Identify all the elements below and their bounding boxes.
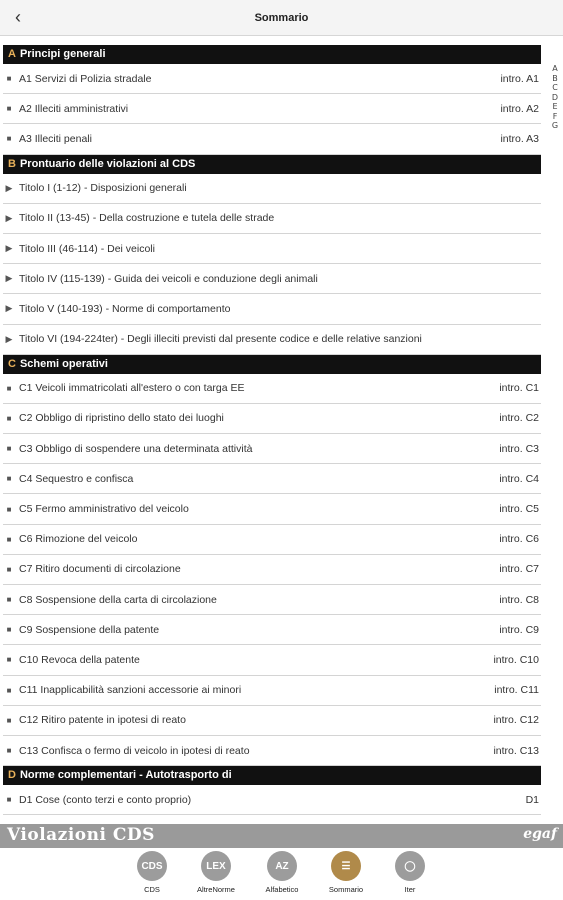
list-item[interactable]: [3, 234, 541, 264]
list-item-label: A3 Illeciti penali: [19, 132, 92, 145]
chevron-left-icon[interactable]: ‹: [15, 7, 21, 27]
intro-link[interactable]: intro. A1: [500, 72, 539, 85]
list-item[interactable]: [3, 325, 541, 355]
section-title: Prontuario delle violazioni al CDS: [19, 157, 196, 170]
list-item-label: C3 Obbligo di sospendere una determinata attività: [19, 442, 253, 455]
list-item[interactable]: [3, 174, 541, 204]
cds-icon: CDS: [137, 851, 167, 881]
intro-link[interactable]: intro. A2: [500, 102, 539, 115]
square-bullet-icon: ■: [6, 104, 12, 114]
section-header-b: [3, 155, 541, 174]
tab-label: Sommario: [328, 885, 364, 894]
list-item[interactable]: [3, 264, 541, 294]
brand-bar: [0, 824, 563, 848]
alpha-index-a[interactable]: A: [552, 64, 558, 73]
alpha-index-f[interactable]: F: [552, 111, 558, 121]
intro-link[interactable]: intro. C8: [499, 593, 539, 606]
list-item-label: Titolo V (140-193) - Norme di comportamento: [19, 302, 231, 315]
square-bullet-icon: ■: [6, 444, 12, 454]
intro-link[interactable]: intro. C9: [499, 623, 539, 636]
section-title: Norme complementari - Autotrasporto di: [19, 769, 232, 782]
intro-link[interactable]: intro. C11: [494, 684, 539, 697]
section-letter: C: [8, 357, 16, 370]
alpha-index-c[interactable]: C: [552, 83, 558, 92]
az-icon: AZ: [267, 851, 297, 881]
list-item-label: C9 Sospensione della patente: [19, 623, 160, 636]
square-bullet-icon: ■: [6, 474, 12, 484]
intro-link[interactable]: intro. C5: [499, 503, 539, 516]
square-bullet-icon: ■: [6, 504, 12, 514]
list-item-label: C5 Fermo amministrativo del veicolo: [19, 503, 189, 516]
intro-link[interactable]: intro. C10: [493, 653, 539, 666]
intro-link[interactable]: D1: [525, 793, 539, 806]
list-item[interactable]: [3, 525, 541, 555]
list-item-label: C13 Confisca o fermo di veicolo in ipotesi di reato: [19, 744, 250, 757]
section-header-c: [3, 355, 541, 374]
intro-link[interactable]: intro. C12: [493, 714, 539, 727]
tab-cds[interactable]: [122, 851, 182, 899]
list-item-label: Titolo III (46-114) - Dei veicoli: [19, 242, 155, 255]
square-bullet-icon: ■: [6, 564, 12, 574]
expand-triangle-icon: ▶: [5, 243, 13, 254]
expand-triangle-icon: ▶: [5, 333, 13, 344]
section-letter: B: [8, 157, 16, 170]
iter-icon: ◯: [395, 851, 425, 881]
list-item[interactable]: [3, 124, 541, 154]
list-item[interactable]: [3, 615, 541, 645]
list-item[interactable]: [3, 434, 541, 464]
list-item-label: C2 Obbligo di ripristino dello stato dei luoghi: [19, 412, 224, 425]
intro-link[interactable]: intro. C13: [493, 744, 539, 757]
app-name: Violazioni CDS: [7, 825, 155, 845]
lex-icon: LEX: [201, 851, 231, 881]
tab-label: Alfabetico: [265, 885, 299, 894]
intro-link[interactable]: intro. C6: [499, 533, 539, 546]
egaf-logo: egaf: [523, 826, 557, 842]
tab-label: Iter: [404, 885, 416, 894]
list-item[interactable]: [3, 645, 541, 675]
intro-link[interactable]: intro. C3: [499, 442, 539, 455]
list-item[interactable]: [3, 676, 541, 706]
square-bullet-icon: ■: [6, 134, 12, 144]
square-bullet-icon: ■: [6, 746, 12, 756]
list-item[interactable]: [3, 736, 541, 766]
expand-triangle-icon: ▶: [5, 303, 13, 314]
list-item-label: A1 Servizi di Polizia stradale: [19, 72, 152, 85]
alphabet-index: [549, 64, 561, 131]
list-item[interactable]: [3, 404, 541, 434]
page-title: Sommario: [254, 12, 309, 24]
list-item-label: Titolo IV (115-139) - Guida dei veicoli e conduzione degli animali: [19, 272, 318, 285]
list-item-label: C7 Ritiro documenti di circolazione: [19, 563, 181, 576]
list-item-label: C4 Sequestro e confisca: [19, 472, 134, 485]
square-bullet-icon: ■: [6, 74, 12, 84]
alpha-index-e[interactable]: E: [552, 102, 558, 111]
list-item-label: C11 Inapplicabilità sanzioni accessorie ai minori: [19, 684, 242, 697]
tab-label: CDS: [144, 885, 160, 894]
intro-link[interactable]: intro. C2: [499, 412, 539, 425]
square-bullet-icon: ■: [6, 655, 12, 665]
section-header-a: [3, 45, 541, 64]
tab-iter[interactable]: [380, 851, 440, 899]
expand-triangle-icon: ▶: [5, 273, 13, 284]
tab-label: AltreNorme: [197, 885, 235, 894]
tab-sommario[interactable]: [316, 851, 376, 899]
list-item-label: C10 Revoca della patente: [19, 653, 140, 666]
list-item-label: C8 Sospensione della carta di circolazione: [19, 593, 217, 606]
intro-link[interactable]: intro. C1: [499, 382, 539, 395]
section-letter: A: [8, 48, 16, 60]
list-item[interactable]: [3, 64, 541, 94]
expand-triangle-icon: ▶: [5, 182, 13, 193]
list-item-label: Titolo VI (194-224ter) - Degli illeciti previsti dal presente codice e delle relative sanzioni: [19, 333, 422, 346]
list-item[interactable]: [3, 785, 541, 815]
square-bullet-icon: ■: [6, 383, 12, 393]
bottom-tab-bar: [0, 848, 563, 900]
list-icon: ☰: [331, 851, 361, 881]
list-item[interactable]: [3, 294, 541, 324]
list-item-label: C1 Veicoli immatricolati all'estero o con targa EE: [19, 382, 245, 395]
section-header-d: [3, 766, 541, 785]
list-item[interactable]: [3, 555, 541, 585]
list-item-label: C6 Rimozione del veicolo: [19, 533, 138, 546]
list-item-label: A2 Illeciti amministrativi: [19, 102, 129, 115]
intro-link[interactable]: intro. C4: [499, 472, 539, 485]
square-bullet-icon: ■: [6, 795, 12, 805]
intro-link[interactable]: intro. A3: [500, 132, 539, 145]
square-bullet-icon: ■: [6, 413, 12, 423]
top-app-bar: [0, 0, 563, 36]
square-bullet-icon: ■: [6, 534, 12, 544]
section-letter: D: [8, 769, 16, 782]
list-item-label: Titolo II (13-45) - Della costruzione e tutela delle strade: [19, 212, 275, 225]
square-bullet-icon: ■: [6, 715, 12, 725]
list-item-label: Titolo I (1-12) - Disposizioni generali: [19, 182, 187, 195]
alpha-index-g[interactable]: G: [551, 121, 559, 130]
square-bullet-icon: ■: [6, 625, 12, 635]
tab-alfabetico[interactable]: [252, 851, 312, 899]
section-title: Schemi operativi: [19, 357, 108, 370]
list-item-label: D1 Cose (conto terzi e conto proprio): [19, 793, 192, 806]
list-item[interactable]: [3, 464, 541, 494]
section-title: Principi generali: [19, 48, 106, 60]
intro-link[interactable]: intro. C7: [499, 563, 539, 576]
alpha-index-b[interactable]: B: [552, 73, 558, 83]
square-bullet-icon: ■: [6, 595, 12, 605]
table-of-contents: [0, 45, 541, 815]
list-item[interactable]: [3, 374, 541, 404]
tab-altrenorme[interactable]: [186, 851, 246, 899]
list-item[interactable]: [3, 94, 541, 124]
list-item[interactable]: [3, 585, 541, 615]
expand-triangle-icon: ▶: [5, 212, 13, 223]
square-bullet-icon: ■: [6, 685, 12, 695]
list-item[interactable]: [3, 706, 541, 736]
alpha-index-d[interactable]: D: [551, 92, 559, 102]
list-item[interactable]: [3, 204, 541, 234]
list-item[interactable]: [3, 494, 541, 524]
list-item-label: C12 Ritiro patente in ipotesi di reato: [19, 714, 186, 727]
